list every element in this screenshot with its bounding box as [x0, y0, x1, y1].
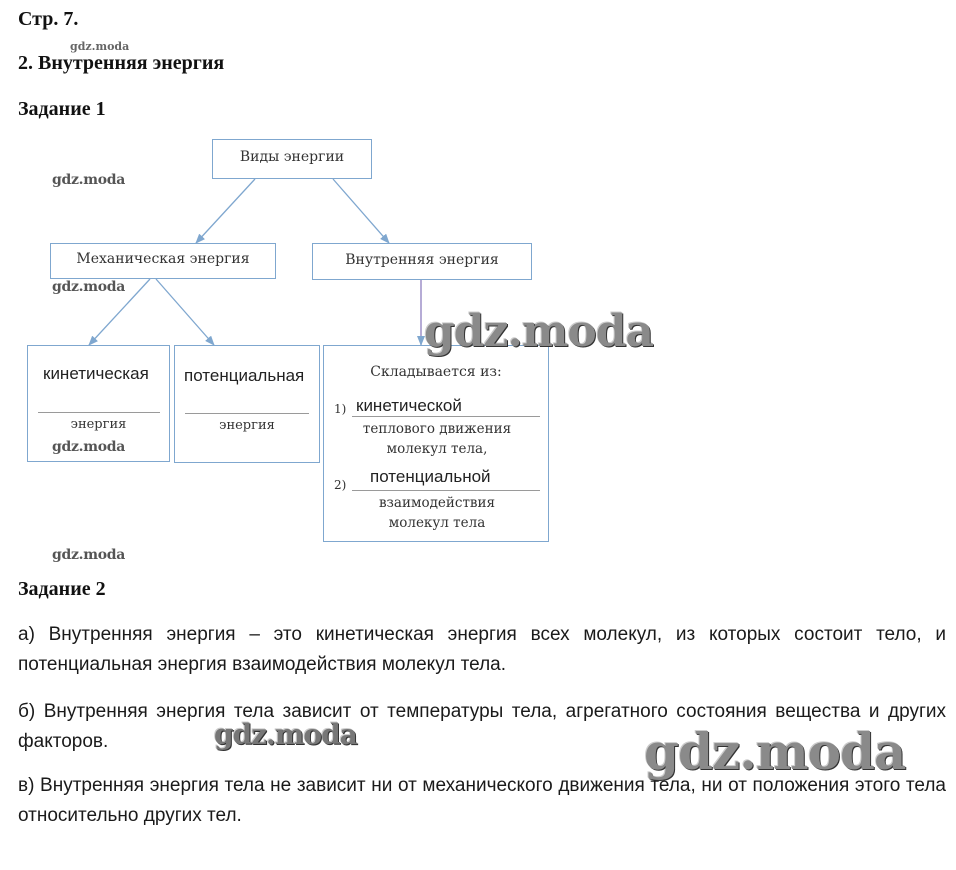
item2-line1: взаимодействия — [378, 495, 496, 511]
consists-label: Складывается из: — [370, 364, 502, 380]
watermark: gdz.moda — [52, 547, 126, 563]
diagram-kinetic-box — [27, 345, 170, 462]
arrow-root-to-mechanical — [196, 179, 255, 243]
potential-caption: энергия — [219, 418, 275, 433]
watermark: gdz.moda — [52, 279, 126, 295]
diagram-mechanical-box — [50, 243, 276, 279]
arrow-mechanical-to-potential — [156, 279, 214, 345]
answer-line — [352, 416, 540, 417]
watermark-large: gdz.moda — [424, 306, 654, 357]
item2-answer: потенциальной — [370, 467, 491, 486]
item1-number: 1) — [334, 402, 347, 416]
answer-line — [352, 490, 540, 491]
mechanical-label: Механическая энергия — [76, 251, 250, 267]
kinetic-answer: кинетическая — [43, 364, 149, 383]
diagram-internal-box — [312, 243, 532, 280]
watermark: gdz.moda — [52, 172, 126, 188]
root-label: Виды энергии — [239, 149, 345, 165]
watermark-large: gdz.moda — [644, 722, 906, 781]
section-title: 2. Внутренняя энергия — [18, 52, 225, 74]
item1-answer: кинетической — [356, 396, 462, 415]
answer-a: а) Внутренняя энергия – это кинетическая энергия всех молекул, из которых состоит тело, и потенциальная энергия взаимодействия молекул тела. — [18, 624, 946, 675]
watermark: gdz.moda — [70, 40, 130, 53]
item2-number: 2) — [334, 478, 347, 492]
answer-line — [38, 412, 160, 413]
watermark-medium: gdz.moda — [214, 718, 357, 751]
diagram-potential-box — [174, 345, 320, 463]
arrow-root-to-internal — [333, 179, 389, 243]
internal-label: Внутренняя энергия — [345, 252, 499, 268]
item1-line1: теплового движения — [362, 421, 512, 437]
task1-title: Задание 1 — [18, 98, 106, 120]
answer-c: в) Внутренняя энергия тела не зависит ни от механического движения тела, ни от положения этого тела относительно других тел. — [18, 775, 946, 826]
item1-line2: молекул тела, — [386, 441, 488, 457]
page-label: Стр. 7. — [18, 8, 79, 30]
kinetic-caption: энергия — [70, 417, 127, 432]
diagram-consists-box — [323, 345, 549, 542]
item2-line2: молекул тела — [388, 515, 486, 531]
answer-b: б) Внутренняя энергия тела зависит от температуры тела, агрегатного состояния вещества и других факторов. — [18, 701, 946, 752]
watermark: gdz.moda — [52, 439, 126, 455]
potential-answer: потенциальная — [184, 366, 305, 385]
diagram-root-box — [212, 139, 372, 179]
task2-title: Задание 2 — [18, 578, 106, 600]
answer-line — [185, 413, 309, 414]
